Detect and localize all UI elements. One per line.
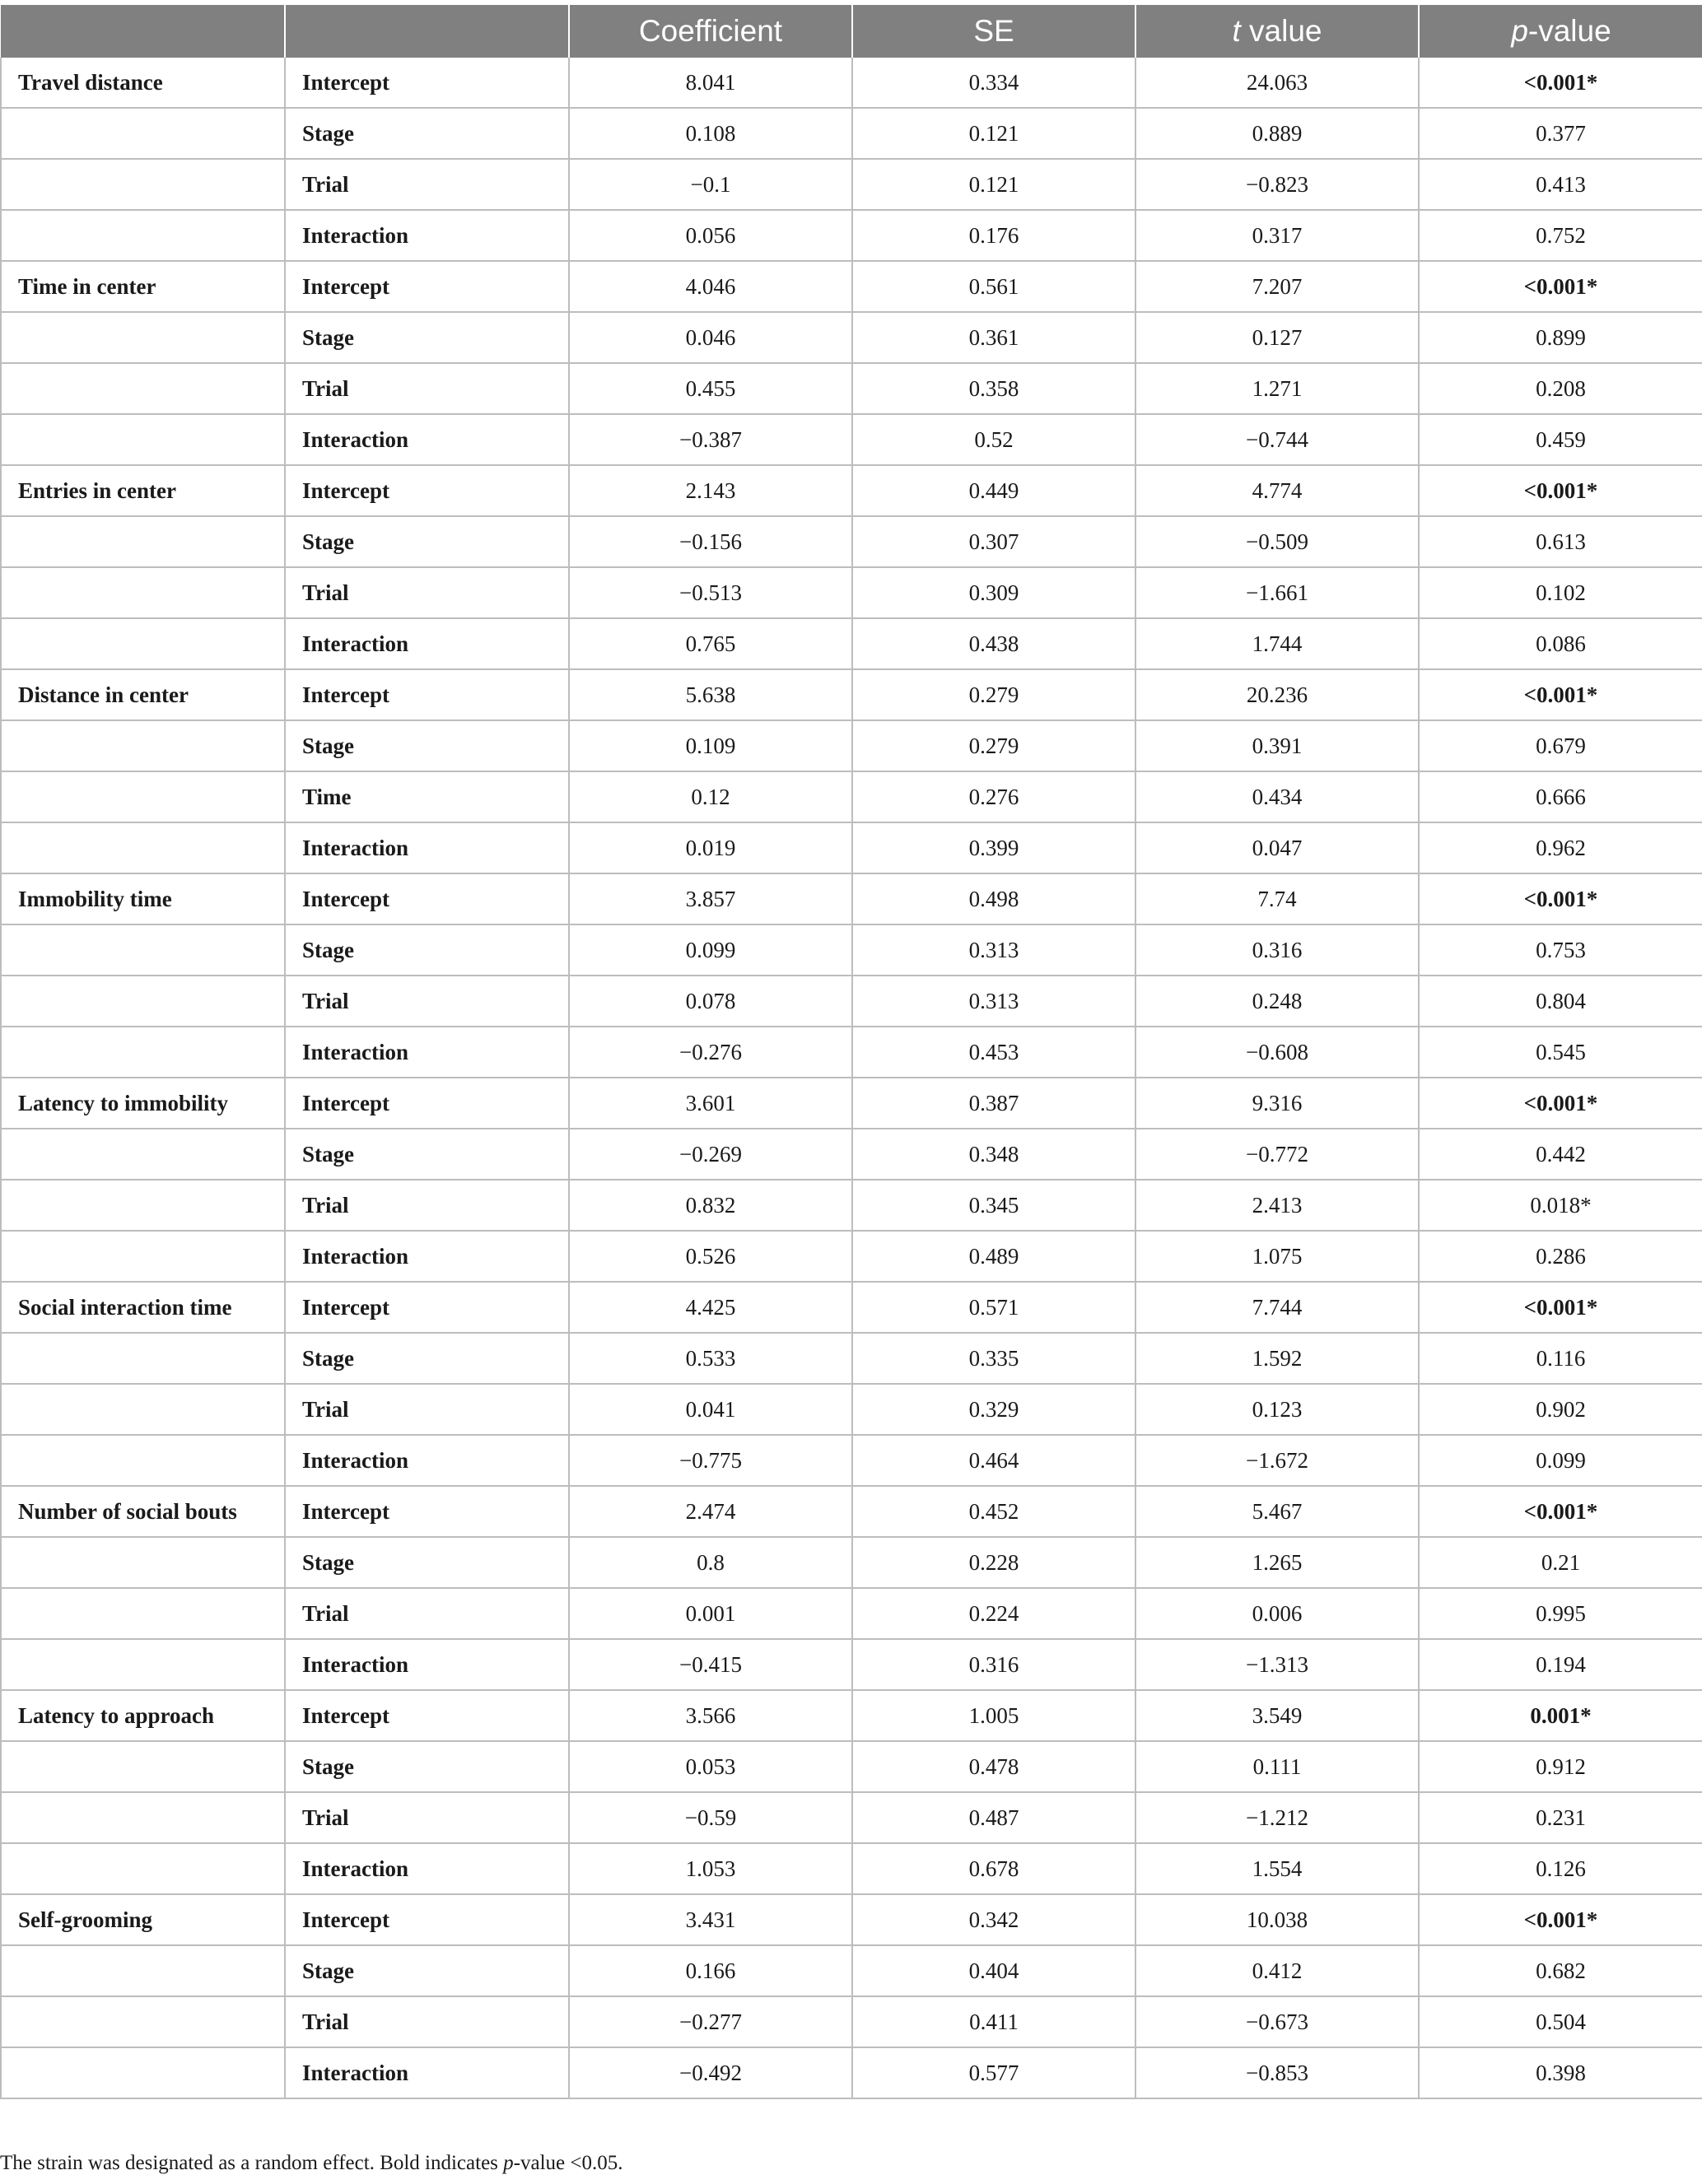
cell-p-value: 0.752 — [1419, 210, 1702, 261]
table-row — [1, 1282, 1702, 1333]
cell-t-value: 0.434 — [1135, 771, 1419, 822]
cell-term: Stage — [285, 1537, 569, 1588]
table-row — [1, 1333, 1702, 1384]
cell-measure — [1, 771, 285, 822]
cell-coefficient: −0.277 — [569, 1996, 852, 2047]
cell-se: 0.121 — [852, 108, 1135, 159]
cell-p-value: 0.377 — [1419, 108, 1702, 159]
cell-p-value: <0.001* — [1419, 58, 1702, 108]
cell-measure: Distance in center — [1, 669, 285, 720]
cell-term: Interaction — [285, 414, 569, 465]
cell-t-value: −0.772 — [1135, 1129, 1419, 1180]
table-row — [1, 1435, 1702, 1486]
cell-t-value: −1.212 — [1135, 1792, 1419, 1843]
cell-se: 0.52 — [852, 414, 1135, 465]
cell-term: Intercept — [285, 465, 569, 516]
cell-t-value: 0.889 — [1135, 108, 1419, 159]
cell-term: Interaction — [285, 210, 569, 261]
cell-measure: Entries in center — [1, 465, 285, 516]
cell-p-value: <0.001* — [1419, 261, 1702, 312]
table-row — [1, 822, 1702, 873]
cell-t-value: −0.744 — [1135, 414, 1419, 465]
cell-p-value: 0.413 — [1419, 159, 1702, 210]
header-t-rest: value — [1240, 14, 1322, 48]
cell-t-value: −0.509 — [1135, 516, 1419, 567]
cell-t-value: 0.127 — [1135, 312, 1419, 363]
cell-measure — [1, 108, 285, 159]
cell-term: Stage — [285, 924, 569, 976]
cell-term: Interaction — [285, 618, 569, 669]
table-row — [1, 58, 1702, 108]
cell-coefficient: −0.775 — [569, 1435, 852, 1486]
cell-t-value: 0.123 — [1135, 1384, 1419, 1435]
cell-coefficient: 0.078 — [569, 976, 852, 1027]
cell-se: 0.452 — [852, 1486, 1135, 1537]
cell-coefficient: 0.041 — [569, 1384, 852, 1435]
cell-se: 0.411 — [852, 1996, 1135, 2047]
cell-t-value: 0.316 — [1135, 924, 1419, 976]
table-row — [1, 261, 1702, 312]
cell-term: Trial — [285, 1996, 569, 2047]
cell-p-value: 0.912 — [1419, 1741, 1702, 1792]
cell-se: 0.577 — [852, 2047, 1135, 2098]
cell-t-value: 1.744 — [1135, 618, 1419, 669]
cell-term: Stage — [285, 1741, 569, 1792]
cell-measure — [1, 2047, 285, 2098]
cell-term: Stage — [285, 108, 569, 159]
cell-term: Stage — [285, 1333, 569, 1384]
cell-t-value: −0.823 — [1135, 159, 1419, 210]
cell-se: 0.449 — [852, 465, 1135, 516]
cell-measure — [1, 516, 285, 567]
cell-coefficient: 0.109 — [569, 720, 852, 771]
cell-term: Stage — [285, 312, 569, 363]
cell-coefficient: 1.053 — [569, 1843, 852, 1894]
cell-p-value: 0.099 — [1419, 1435, 1702, 1486]
cell-p-value: 0.116 — [1419, 1333, 1702, 1384]
cell-t-value: 0.317 — [1135, 210, 1419, 261]
cell-term: Trial — [285, 1792, 569, 1843]
cell-se: 0.571 — [852, 1282, 1135, 1333]
cell-measure — [1, 1231, 285, 1282]
cell-measure — [1, 414, 285, 465]
header-row — [1, 5, 1702, 58]
table-row — [1, 720, 1702, 771]
table-row — [1, 516, 1702, 567]
table-row — [1, 159, 1702, 210]
table-row — [1, 873, 1702, 924]
cell-coefficient: 0.099 — [569, 924, 852, 976]
cell-t-value: −0.608 — [1135, 1027, 1419, 1078]
table-row — [1, 312, 1702, 363]
cell-coefficient: 0.8 — [569, 1537, 852, 1588]
cell-p-value: 0.208 — [1419, 363, 1702, 414]
cell-coefficient: 0.056 — [569, 210, 852, 261]
cell-measure: Latency to approach — [1, 1690, 285, 1741]
table-row — [1, 1231, 1702, 1282]
cell-t-value: 24.063 — [1135, 58, 1419, 108]
cell-coefficient: 0.533 — [569, 1333, 852, 1384]
cell-t-value: −1.661 — [1135, 567, 1419, 618]
regression-table — [0, 5, 1702, 2099]
cell-se: 0.335 — [852, 1333, 1135, 1384]
cell-term: Stage — [285, 1945, 569, 1996]
cell-coefficient: 0.832 — [569, 1180, 852, 1231]
cell-t-value: 3.549 — [1135, 1690, 1419, 1741]
cell-measure — [1, 363, 285, 414]
table-row — [1, 2047, 1702, 2098]
cell-coefficient: −0.492 — [569, 2047, 852, 2098]
table-row — [1, 414, 1702, 465]
cell-term: Interaction — [285, 2047, 569, 2098]
cell-p-value: 0.679 — [1419, 720, 1702, 771]
cell-se: 0.348 — [852, 1129, 1135, 1180]
table-row — [1, 1027, 1702, 1078]
cell-coefficient: −0.415 — [569, 1639, 852, 1690]
cell-t-value: 9.316 — [1135, 1078, 1419, 1129]
cell-term: Intercept — [285, 261, 569, 312]
cell-t-value: 4.774 — [1135, 465, 1419, 516]
table-body — [1, 58, 1702, 2098]
cell-se: 0.489 — [852, 1231, 1135, 1282]
cell-term: Time — [285, 771, 569, 822]
cell-p-value: 0.102 — [1419, 567, 1702, 618]
header-t-italic: t — [1232, 14, 1241, 48]
cell-measure — [1, 1588, 285, 1639]
cell-p-value: <0.001* — [1419, 465, 1702, 516]
cell-t-value: 1.265 — [1135, 1537, 1419, 1588]
cell-coefficient: 2.474 — [569, 1486, 852, 1537]
cell-se: 0.438 — [852, 618, 1135, 669]
table-row — [1, 1996, 1702, 2047]
cell-measure — [1, 567, 285, 618]
cell-measure — [1, 976, 285, 1027]
cell-measure — [1, 1945, 285, 1996]
cell-t-value: 7.207 — [1135, 261, 1419, 312]
cell-term: Intercept — [285, 1282, 569, 1333]
cell-t-value: 1.075 — [1135, 1231, 1419, 1282]
table-footnote — [0, 2152, 623, 2175]
cell-se: 0.345 — [852, 1180, 1135, 1231]
cell-se: 0.487 — [852, 1792, 1135, 1843]
cell-term: Intercept — [285, 1078, 569, 1129]
cell-term: Trial — [285, 567, 569, 618]
table-row — [1, 1639, 1702, 1690]
cell-p-value: 0.286 — [1419, 1231, 1702, 1282]
cell-t-value: 0.111 — [1135, 1741, 1419, 1792]
table-row — [1, 1588, 1702, 1639]
cell-t-value: 0.248 — [1135, 976, 1419, 1027]
cell-coefficient: −0.276 — [569, 1027, 852, 1078]
cell-p-value: 0.902 — [1419, 1384, 1702, 1435]
cell-p-value: 0.442 — [1419, 1129, 1702, 1180]
cell-coefficient: 8.041 — [569, 58, 852, 108]
cell-measure — [1, 312, 285, 363]
cell-term: Intercept — [285, 1486, 569, 1537]
cell-term: Intercept — [285, 669, 569, 720]
cell-measure — [1, 1996, 285, 2047]
cell-coefficient: 3.431 — [569, 1894, 852, 1945]
cell-t-value: −1.313 — [1135, 1639, 1419, 1690]
cell-p-value: <0.001* — [1419, 669, 1702, 720]
cell-coefficient: 0.765 — [569, 618, 852, 669]
cell-p-value: 0.018* — [1419, 1180, 1702, 1231]
cell-p-value: <0.001* — [1419, 1894, 1702, 1945]
cell-t-value: 2.413 — [1135, 1180, 1419, 1231]
table-row — [1, 210, 1702, 261]
cell-t-value: 20.236 — [1135, 669, 1419, 720]
cell-coefficient: −0.269 — [569, 1129, 852, 1180]
cell-measure: Immobility time — [1, 873, 285, 924]
cell-term: Trial — [285, 363, 569, 414]
header-p-rest: -value — [1527, 14, 1611, 48]
table-row — [1, 1690, 1702, 1741]
cell-se: 0.387 — [852, 1078, 1135, 1129]
cell-se: 0.498 — [852, 873, 1135, 924]
cell-p-value: 0.398 — [1419, 2047, 1702, 2098]
cell-coefficient: 5.638 — [569, 669, 852, 720]
cell-p-value: 0.126 — [1419, 1843, 1702, 1894]
cell-p-value: 0.962 — [1419, 822, 1702, 873]
cell-coefficient: 0.12 — [569, 771, 852, 822]
cell-measure — [1, 1537, 285, 1588]
footnote-p-italic: p — [503, 2152, 514, 2174]
cell-term: Trial — [285, 1588, 569, 1639]
cell-t-value: 0.047 — [1135, 822, 1419, 873]
header-coefficient: Coefficient — [569, 5, 852, 58]
cell-se: 0.464 — [852, 1435, 1135, 1486]
table-row — [1, 465, 1702, 516]
cell-measure — [1, 1129, 285, 1180]
cell-measure: Self-grooming — [1, 1894, 285, 1945]
cell-term: Interaction — [285, 1843, 569, 1894]
cell-se: 0.358 — [852, 363, 1135, 414]
cell-se: 0.228 — [852, 1537, 1135, 1588]
cell-t-value: 1.592 — [1135, 1333, 1419, 1384]
table-row — [1, 1894, 1702, 1945]
table-row — [1, 1486, 1702, 1537]
table-header — [1, 5, 1702, 58]
cell-se: 0.478 — [852, 1741, 1135, 1792]
cell-p-value: 0.804 — [1419, 976, 1702, 1027]
cell-t-value: −0.853 — [1135, 2047, 1419, 2098]
cell-t-value: 0.391 — [1135, 720, 1419, 771]
cell-p-value: 0.753 — [1419, 924, 1702, 976]
table-row — [1, 1129, 1702, 1180]
cell-term: Trial — [285, 1384, 569, 1435]
cell-measure: Number of social bouts — [1, 1486, 285, 1537]
cell-term: Trial — [285, 159, 569, 210]
cell-se: 0.561 — [852, 261, 1135, 312]
cell-t-value: −0.673 — [1135, 1996, 1419, 2047]
cell-term: Interaction — [285, 1435, 569, 1486]
cell-p-value: <0.001* — [1419, 1486, 1702, 1537]
cell-se: 0.276 — [852, 771, 1135, 822]
cell-t-value: 10.038 — [1135, 1894, 1419, 1945]
header-p-italic: p — [1511, 14, 1528, 48]
header-se: SE — [852, 5, 1135, 58]
cell-se: 0.313 — [852, 924, 1135, 976]
cell-coefficient: 0.526 — [569, 1231, 852, 1282]
table-row — [1, 1537, 1702, 1588]
table-row — [1, 1384, 1702, 1435]
cell-coefficient: 3.857 — [569, 873, 852, 924]
cell-t-value: 1.271 — [1135, 363, 1419, 414]
cell-term: Intercept — [285, 1894, 569, 1945]
cell-p-value: 0.231 — [1419, 1792, 1702, 1843]
cell-se: 0.313 — [852, 976, 1135, 1027]
cell-se: 0.361 — [852, 312, 1135, 363]
cell-t-value: 7.74 — [1135, 873, 1419, 924]
cell-p-value: 0.459 — [1419, 414, 1702, 465]
cell-p-value: 0.086 — [1419, 618, 1702, 669]
cell-coefficient: 3.566 — [569, 1690, 852, 1741]
cell-coefficient: 2.143 — [569, 465, 852, 516]
table-row — [1, 1741, 1702, 1792]
cell-term: Stage — [285, 516, 569, 567]
cell-p-value: 0.995 — [1419, 1588, 1702, 1639]
cell-measure — [1, 1639, 285, 1690]
cell-se: 0.279 — [852, 669, 1135, 720]
cell-coefficient: 0.166 — [569, 1945, 852, 1996]
cell-measure — [1, 1384, 285, 1435]
cell-p-value: 0.682 — [1419, 1945, 1702, 1996]
regression-table-container — [0, 5, 1702, 2099]
table-row — [1, 618, 1702, 669]
cell-se: 0.329 — [852, 1384, 1135, 1435]
cell-se: 0.224 — [852, 1588, 1135, 1639]
table-row — [1, 1792, 1702, 1843]
cell-p-value: 0.899 — [1419, 312, 1702, 363]
cell-p-value: 0.666 — [1419, 771, 1702, 822]
cell-measure: Social interaction time — [1, 1282, 285, 1333]
cell-p-value: 0.194 — [1419, 1639, 1702, 1690]
cell-measure — [1, 618, 285, 669]
cell-p-value: 0.545 — [1419, 1027, 1702, 1078]
cell-coefficient: 0.053 — [569, 1741, 852, 1792]
cell-p-value: <0.001* — [1419, 873, 1702, 924]
cell-term: Interaction — [285, 822, 569, 873]
cell-coefficient: 0.455 — [569, 363, 852, 414]
cell-p-value: 0.613 — [1419, 516, 1702, 567]
cell-coefficient: 0.108 — [569, 108, 852, 159]
header-term — [285, 5, 569, 58]
cell-coefficient: −0.513 — [569, 567, 852, 618]
cell-p-value: <0.001* — [1419, 1078, 1702, 1129]
cell-se: 0.307 — [852, 516, 1135, 567]
cell-measure — [1, 210, 285, 261]
cell-coefficient: 4.425 — [569, 1282, 852, 1333]
cell-measure — [1, 1792, 285, 1843]
table-row — [1, 1945, 1702, 1996]
cell-se: 0.121 — [852, 159, 1135, 210]
cell-term: Interaction — [285, 1639, 569, 1690]
cell-p-value: 0.504 — [1419, 1996, 1702, 2047]
cell-se: 0.176 — [852, 210, 1135, 261]
cell-se: 0.404 — [852, 1945, 1135, 1996]
table-row — [1, 1843, 1702, 1894]
cell-measure — [1, 1180, 285, 1231]
cell-t-value: 0.412 — [1135, 1945, 1419, 1996]
cell-measure — [1, 924, 285, 976]
table-row — [1, 108, 1702, 159]
cell-coefficient: −0.1 — [569, 159, 852, 210]
cell-se: 0.279 — [852, 720, 1135, 771]
cell-term: Interaction — [285, 1027, 569, 1078]
cell-term: Intercept — [285, 1690, 569, 1741]
cell-measure — [1, 1333, 285, 1384]
table-row — [1, 1078, 1702, 1129]
cell-coefficient: 4.046 — [569, 261, 852, 312]
cell-t-value: 7.744 — [1135, 1282, 1419, 1333]
cell-coefficient: −0.156 — [569, 516, 852, 567]
cell-measure — [1, 822, 285, 873]
footnote-text-after: -value <0.05. — [513, 2152, 623, 2174]
table-row — [1, 976, 1702, 1027]
cell-se: 1.005 — [852, 1690, 1135, 1741]
cell-term: Intercept — [285, 873, 569, 924]
table-row — [1, 1180, 1702, 1231]
cell-t-value: 1.554 — [1135, 1843, 1419, 1894]
cell-measure: Time in center — [1, 261, 285, 312]
header-measure — [1, 5, 285, 58]
footnote-text-before: The strain was designated as a random effect. Bold indicates — [0, 2152, 504, 2174]
table-row — [1, 924, 1702, 976]
cell-measure: Travel distance — [1, 58, 285, 108]
cell-coefficient: 0.019 — [569, 822, 852, 873]
cell-se: 0.334 — [852, 58, 1135, 108]
table-row — [1, 363, 1702, 414]
cell-se: 0.309 — [852, 567, 1135, 618]
cell-measure — [1, 1435, 285, 1486]
cell-t-value: 5.467 — [1135, 1486, 1419, 1537]
cell-term: Interaction — [285, 1231, 569, 1282]
cell-measure — [1, 159, 285, 210]
header-t-value — [1135, 5, 1419, 58]
cell-measure: Latency to immobility — [1, 1078, 285, 1129]
cell-coefficient: −0.59 — [569, 1792, 852, 1843]
cell-term: Intercept — [285, 58, 569, 108]
cell-se: 0.342 — [852, 1894, 1135, 1945]
cell-se: 0.453 — [852, 1027, 1135, 1078]
header-p-value — [1419, 5, 1702, 58]
cell-coefficient: 0.046 — [569, 312, 852, 363]
cell-t-value: 0.006 — [1135, 1588, 1419, 1639]
table-row — [1, 771, 1702, 822]
cell-measure — [1, 1741, 285, 1792]
cell-p-value: 0.001* — [1419, 1690, 1702, 1741]
cell-p-value: <0.001* — [1419, 1282, 1702, 1333]
cell-measure — [1, 1027, 285, 1078]
cell-se: 0.399 — [852, 822, 1135, 873]
cell-p-value: 0.21 — [1419, 1537, 1702, 1588]
cell-term: Stage — [285, 720, 569, 771]
cell-term: Stage — [285, 1129, 569, 1180]
cell-coefficient: 0.001 — [569, 1588, 852, 1639]
cell-se: 0.316 — [852, 1639, 1135, 1690]
cell-term: Trial — [285, 1180, 569, 1231]
cell-term: Trial — [285, 976, 569, 1027]
cell-measure — [1, 1843, 285, 1894]
cell-coefficient: −0.387 — [569, 414, 852, 465]
table-row — [1, 567, 1702, 618]
cell-coefficient: 3.601 — [569, 1078, 852, 1129]
cell-se: 0.678 — [852, 1843, 1135, 1894]
table-row — [1, 669, 1702, 720]
cell-t-value: −1.672 — [1135, 1435, 1419, 1486]
cell-measure — [1, 720, 285, 771]
